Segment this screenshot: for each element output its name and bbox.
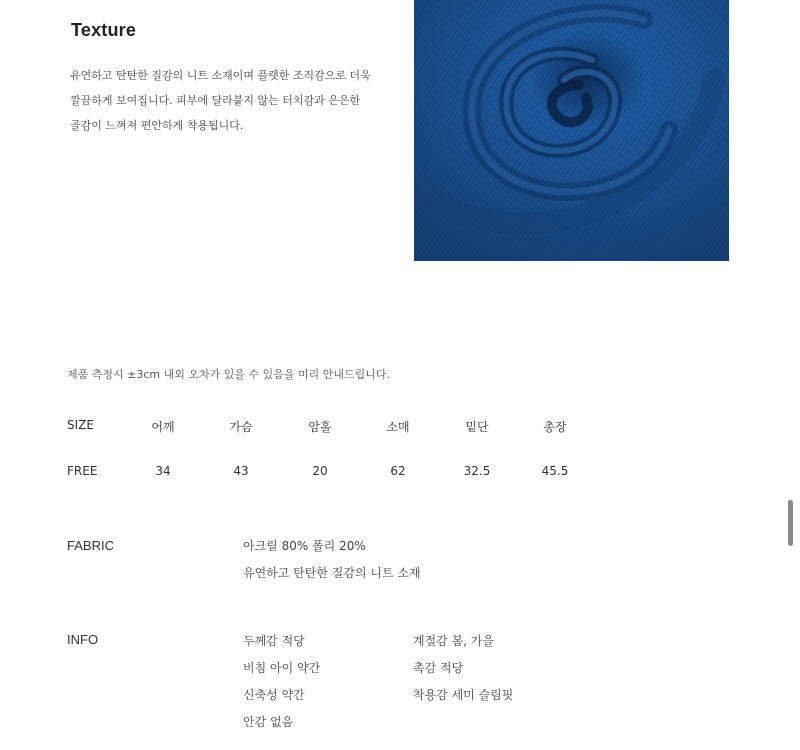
texture-desc-line-2: 깔끔하게 보여집니다. 피부에 달라붙지 않는 터치감과 은은한 <box>70 94 361 107</box>
size-value-length: 45.5 <box>541 464 569 478</box>
size-header-armhole: 암홀 <box>308 420 332 434</box>
measurement-notice: 제품 측정시 ±3cm 내외 오차가 있을 수 있음을 미리 안내드립니다. <box>67 368 390 381</box>
info-sheerness: 비침 아이 약간 <box>243 661 321 675</box>
size-value-shoulder: 34 <box>155 464 171 478</box>
size-value-size: FREE <box>67 464 98 478</box>
knit-swirl-graphic <box>414 0 729 261</box>
texture-desc-line-3: 골감이 느껴져 편안하게 착용됩니다. <box>70 119 244 132</box>
info-thickness: 두께감 적당 <box>243 634 305 648</box>
size-value-sleeve: 62 <box>390 464 406 478</box>
size-header-chest: 가슴 <box>229 420 253 434</box>
size-header-size: SIZE <box>67 418 94 432</box>
info-season: 계절감 봄, 가을 <box>413 634 494 648</box>
texture-title: Texture <box>71 20 137 40</box>
fabric-label: FABRIC <box>67 538 114 553</box>
size-header-shoulder: 어깨 <box>151 420 175 434</box>
info-stretch: 신축성 약간 <box>243 688 305 702</box>
fabric-description: 유연하고 탄탄한 질감의 니트 소재 <box>243 566 421 580</box>
size-value-hem: 32.5 <box>463 464 491 478</box>
scrollbar-thumb[interactable] <box>788 500 793 546</box>
size-table-header <box>0 418 800 438</box>
fabric-texture-image <box>414 0 729 261</box>
info-fit: 착용감 세미 슬림핏 <box>413 688 514 702</box>
info-lining: 안감 없음 <box>243 715 294 729</box>
texture-description <box>70 63 410 138</box>
texture-desc-line-1: 유연하고 탄탄한 질감의 니트 소재이며 플랫한 조직감으로 더욱 <box>70 69 371 82</box>
table-row <box>0 464 800 484</box>
info-label: INFO <box>67 632 99 647</box>
size-value-armhole: 20 <box>312 464 328 478</box>
fabric-composition: 아크릴 80% 폴리 20% <box>243 539 366 553</box>
size-header-hem: 밑단 <box>465 420 489 434</box>
size-header-sleeve: 소매 <box>386 420 410 434</box>
info-touch: 촉감 적당 <box>413 661 464 675</box>
size-header-length: 총장 <box>543 420 567 434</box>
size-value-chest: 43 <box>233 464 249 478</box>
